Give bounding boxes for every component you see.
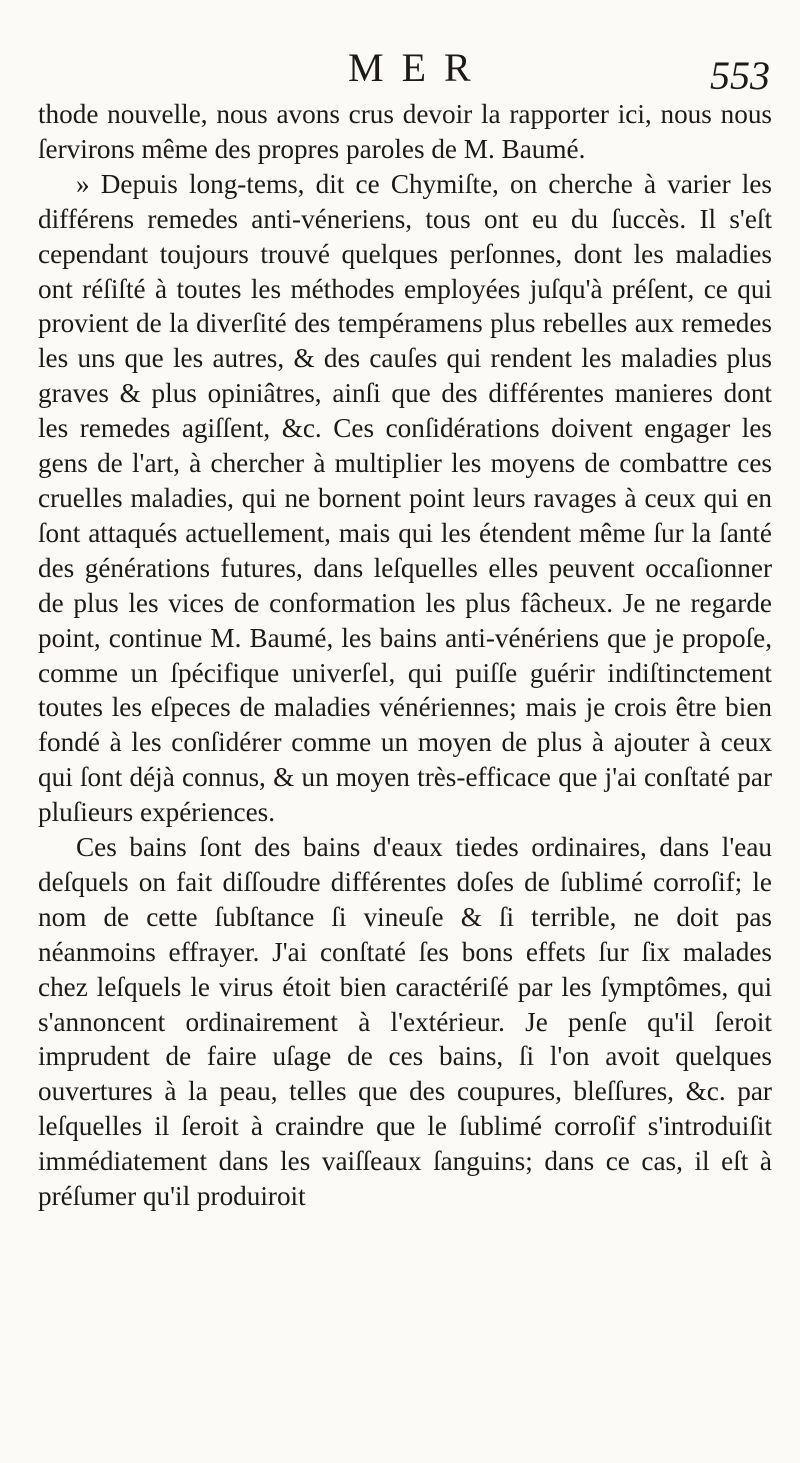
page-number: 553 [710, 53, 770, 98]
running-title: MER [348, 45, 489, 90]
paragraph-continuation: thode nouvelle, nous avons crus devoir la rapporter ici, nous nous ſervirons même des propres paroles de M. Baumé. [38, 99, 772, 164]
paragraph-baths: Ces bains ſont des bains d'eaux tiedes ordinaires, dans l'eau deſquels on fait diſſoudre différentes doſes de ſublimé corroſif; le nom de cette ſubſtance ſi vineuſe & ſi terrible, ne doit pas néanmoins effrayer. J'ai conſtaté ſes bons effets ſur ſix malades chez leſquels le virus étoit bien caractériſé par les ſymptômes, qui s'annoncent ordinairement à l'extérieur. Je penſe qu'il ſeroit imprudent de faire uſage de ces bains, ſi l'on avoit quelques ouvertures à la peau, telles que des coupures, bleſſures, &c. par leſquelles il ſeroit à craindre que le ſublimé corroſif s'introduiſit immédiatement dans les vaiſſeaux ſanguins; dans ce cas, il eſt à préſumer qu'il produiroit [38, 832, 772, 1212]
paragraph-quote: » Depuis long-tems, dit ce Chymiſte, on cherche à varier les différens remedes anti-véneriens, tous ont eu du ſuccès. Il s'eſt cependant toujours trouvé quelques perſonnes, dont les maladies ont réſiſté à toutes les méthodes employées juſqu'à préſent, ce qui provient de la diverſité des tempéramens plus rebelles aux remedes les uns que les autres, & des cauſes qui rendent les maladies plus graves & plus opiniâtres, ainſi que des différentes manieres dont les remedes agiſſent, &c. Ces conſidérations doivent engager les gens de l'art, à chercher à multiplier les moyens de combattre ces cruelles maladies, qui ne bornent point leurs ravages à ceux qui en ſont attaqués actuellement, mais qui les étendent même ſur la ſanté des générations futures, dans leſquelles elles peuvent occaſionner de plus les vices de conformation les plus fâcheux. Je ne regarde point, continue M. Baumé, les bains anti-vénériens que je propoſe, comme un ſpécifique univerſel, qui puiſſe guérir indiſtinctement toutes les eſpeces de maladies vénériennes; mais je crois être bien fondé à les conſidérer comme un moyen de plus à ajouter à ceux qui ſont déjà connus, & un moyen très-efficace que j'ai conſtaté par pluſieurs expériences. [38, 168, 772, 828]
page-header [0, 44, 800, 104]
page-body [38, 97, 772, 1214]
